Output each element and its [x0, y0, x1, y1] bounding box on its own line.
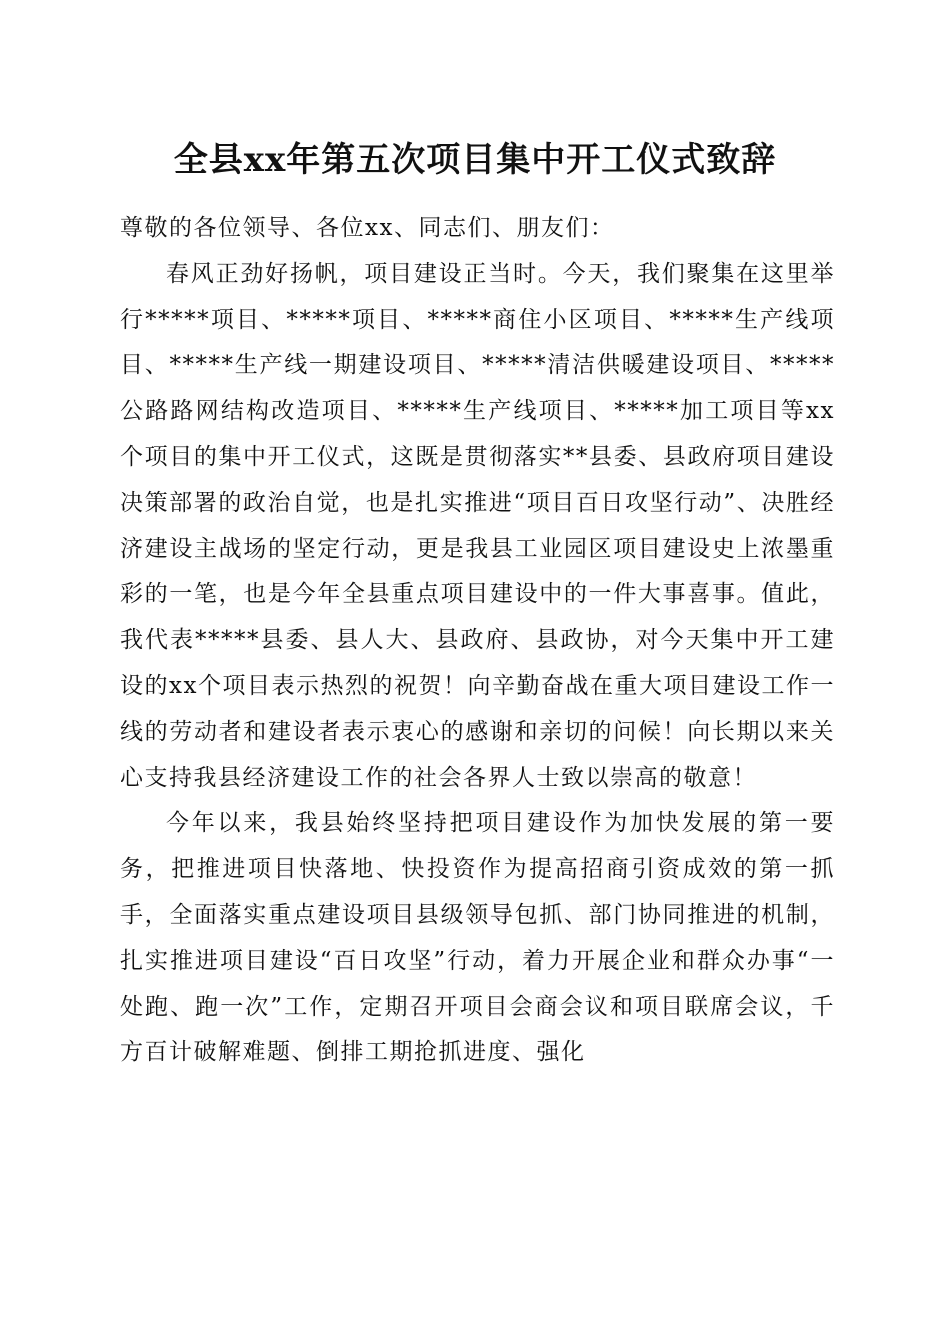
document-body [120, 206, 835, 1076]
paragraph-2: 今年以来，我县始终坚持把项目建设作为加快发展的第一要务，把推进项目快落地、快投资作为提高招商引资成效的第一抓手，全面落实重点建设项目县级领导包抓、部门协同推进的机制，扎实推进项目建设“百日攻坚”行动，着力开展企业和群众办事“一处跑、跑一次”工作，定期召开项目会商会议和项目联席会议，千方百计破解难题、倒排工期抢抓进度、强化 [120, 810, 835, 1066]
document-title: 全县xx年第五次项目集中开工仪式致辞 [173, 140, 777, 180]
paragraph-1: 春风正劲好扬帆，项目建设正当时。今天，我们聚集在这里举行*****项目、*****项目、*****商住小区项目、*****生产线项目、*****生产线一期建设项目、*****清洁供暖建设项目、*****公路路网结构改造项目、*****生产线项目、*****加工项目等xx个项目的集中开工仪式，这既是贯彻落实**县委、县政府项目建设决策部署的政治自觉，也是扎实推进“项目百日攻坚行动”、决胜经济建设主战场的坚定行动，更是我县工业园区项目建设史上浓墨重彩的一笔，也是今年全县重点项目建设中的一件大事喜事。值此，我代表*****县委、县人大、县政府、县政协，对今天集中开工建设的xx个项目表示热烈的祝贺！向辛勤奋战在重大项目建设工作一线的劳动者和建设者表示衷心的感谢和亲切的问候！向长期以来关心支持我县经济建设工作的社会各界人士致以崇高的敬意！ [120, 260, 835, 791]
salutation: 尊敬的各位领导、各位xx、同志们、朋友们： [120, 215, 615, 241]
